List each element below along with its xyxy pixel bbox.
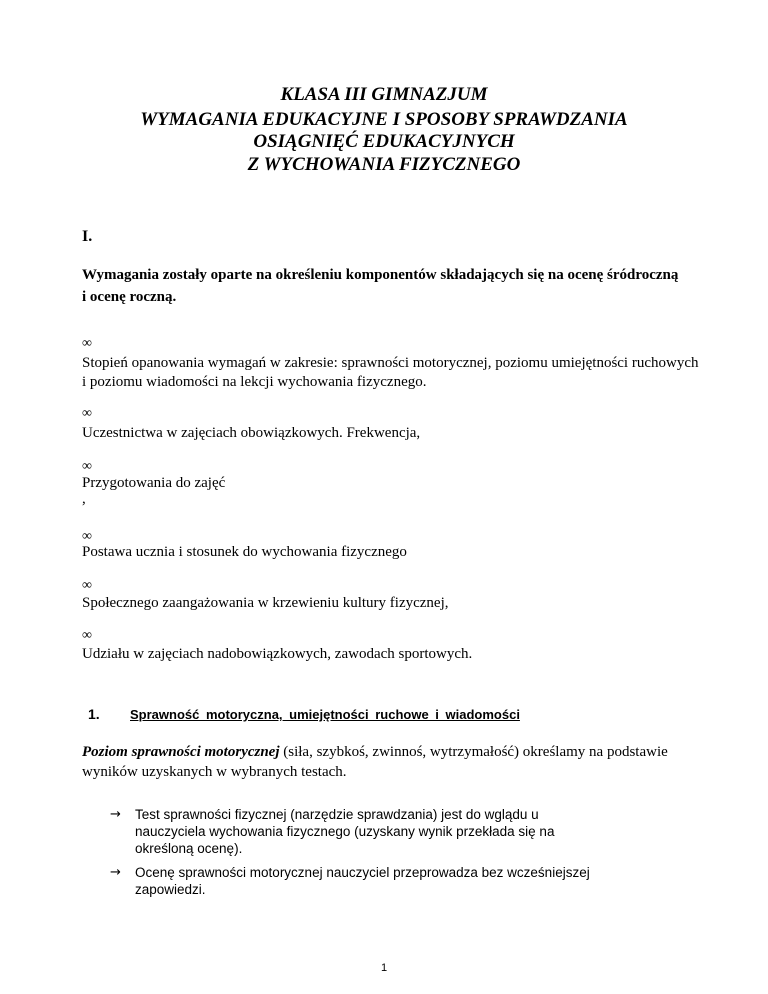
list-item: Stopień opanowania wymagań w zakresie: sprawności motorycznej, poziomu umiejętności ruchowych i poziomu wiadomości na lekcji wychowania fizycznego.: [82, 355, 699, 390]
arrow-item-text: Ocenę sprawności motorycznej nauczyciel przeprowadza bez wcześniejszej zapowiedzi.: [135, 865, 590, 897]
motor-skills-paragraph: [82, 742, 692, 782]
arrow-item-text: Test sprawności fizycznej (narzędzie sprawdzania) jest do wglądu u nauczyciela wychowania fizycznego (uzyskany wynik przekłada się na określoną ocenę).: [135, 807, 555, 856]
arrow-right-icon: →: [110, 865, 121, 880]
bullet-symbol: ∞: [82, 336, 92, 351]
subsection-number: 1.: [88, 706, 100, 722]
subsection-title: Sprawność motoryczna, umiejętności ruchowe i wiadomości: [130, 707, 520, 722]
list-item: Uczestnictwa w zajęciach obowiązkowych. Frekwencja,: [82, 425, 421, 441]
arrow-right-icon: →: [110, 807, 121, 822]
section-number: I.: [82, 228, 93, 245]
arrow-list-item: [110, 806, 610, 857]
list-item: Postawa ucznia i stosunek do wychowania fizycznego: [82, 544, 407, 560]
list-item: Przygotowania do zajęć: [82, 475, 226, 491]
list-item: Społecznego zaangażowania w krzewieniu kultury fizycznej,: [82, 595, 449, 611]
bullet-symbol: ∞: [82, 459, 92, 474]
stray-comma: ,: [82, 491, 86, 507]
document-title-line-4: Z WYCHOWANIA FIZYCZNEGO: [247, 154, 521, 175]
bullet-symbol: ∞: [82, 628, 92, 643]
bullet-symbol: ∞: [82, 406, 92, 421]
intro-paragraph: Wymagania zostały oparte na określeniu komponentów składających się na ocenę śródroczną i ocenę roczną.: [82, 267, 679, 305]
paragraph-emphasis: Poziom sprawności motorycznej: [82, 744, 280, 760]
paragraph-text: (siła, szybkoś, zwinnoś, wytrzymałość) określamy na podstawie wyników uzyskanych w wybranych testach.: [82, 744, 668, 780]
list-item: Udziału w zajęciach nadobowiązkowych, zawodach sportowych.: [82, 646, 473, 662]
document-title-line-2: WYMAGANIA EDUKACYJNE I SPOSOBY SPRAWDZANIA: [140, 109, 628, 130]
document-title-line-3: OSIĄGNIĘĆ EDUKACYJNYCH: [253, 131, 515, 152]
bullet-symbol: ∞: [82, 529, 92, 544]
page-number: 1: [380, 962, 388, 974]
arrow-list-item: [110, 864, 610, 898]
document-title-line-1: KLASA III GIMNAZJUM: [280, 84, 488, 105]
bullet-symbol: ∞: [82, 578, 92, 593]
